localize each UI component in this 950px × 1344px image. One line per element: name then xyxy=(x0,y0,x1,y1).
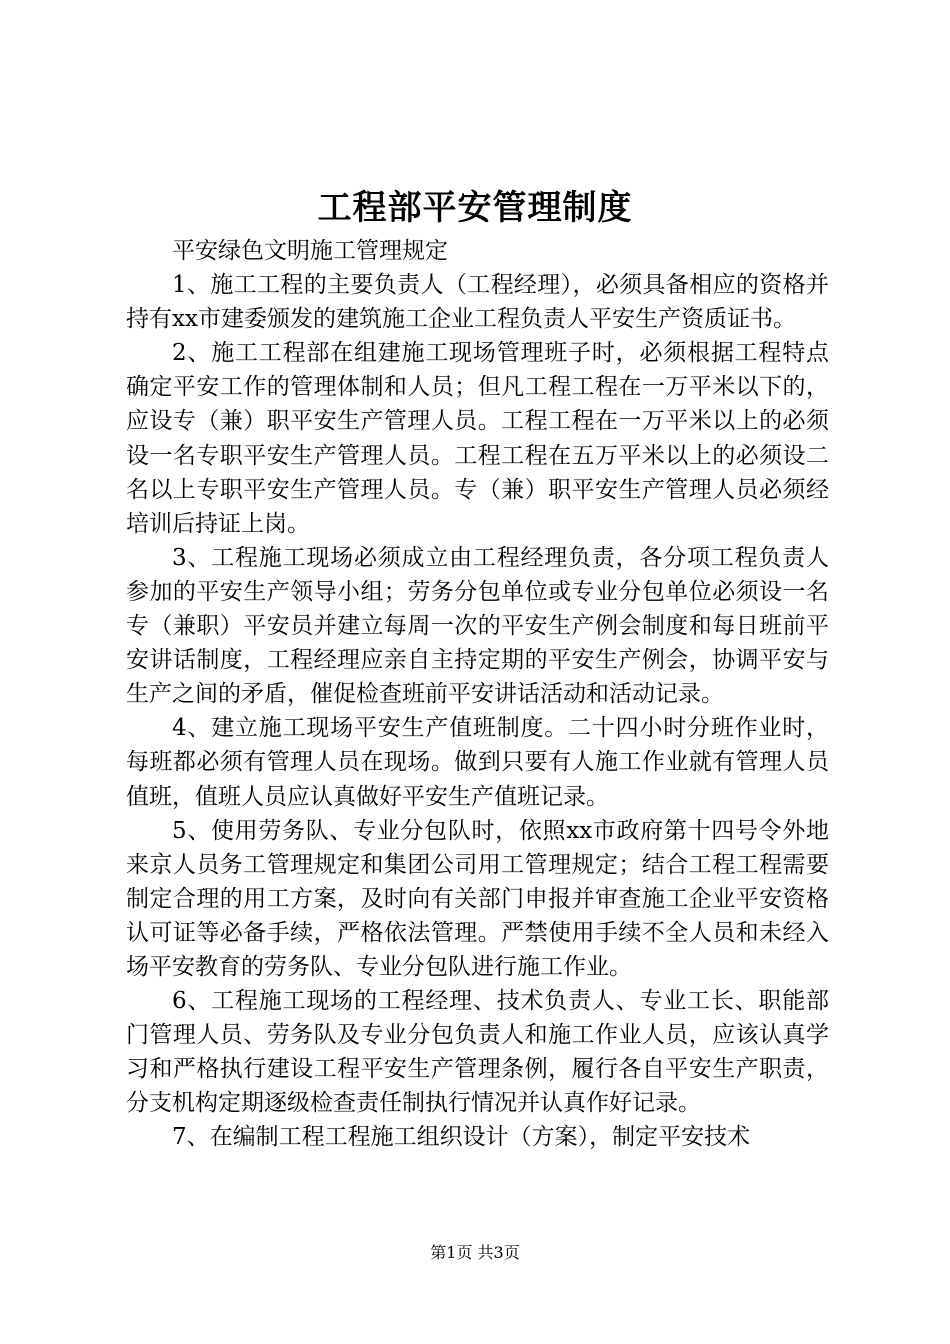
paragraph-7: 7、在编制工程工程施工组织设计（方案），制定平安技术 xyxy=(172,1124,751,1151)
paragraph-6: 6、工程施工现场的工程经理、技术负责人、专业工长、职能部门管理人员、劳务队及专业分包负责人和施工作业人员，应该认真学习和严格执行建设工程平安生产管理条例，履行各自平安生产职责，分支机构定期逐级检查责任制执行情况并认真作好记录。 xyxy=(126,988,829,1117)
document-title: 工程部平安管理制度 xyxy=(317,188,633,228)
paragraph-1: 1、施工工程的主要负责人（工程经理），必须具备相应的资格并持有xx市建委颁发的建筑施工企业工程负责人平安生产资质证书。 xyxy=(126,272,829,333)
section-heading: 平安绿色文明施工管理规定 xyxy=(172,238,448,264)
paragraph-2: 2、施工工程部在组建施工现场管理班子时，必须根据工程特点确定平安工作的管理体制和人员；但凡工程工程在一万平米以下的，应设专（兼）职平安生产管理人员。工程工程在一万平米以上的必须设一名专职平安生产管理人员。工程工程在五万平米以上的必须设二名以上专职平安生产管理人员。专（兼）职平安生产管理人员必须经培训后持证上岗。 xyxy=(126,340,829,537)
paragraph-5: 5、使用劳务队、专业分包队时，依照xx市政府第十四号令外地来京人员务工管理规定和集团公司用工管理规定；结合工程工程需要制定合理的用工方案，及时向有关部门申报并审查施工企业平安资格认可证等必备手续，严格依法管理。严禁使用手续不全人员和未经入场平安教育的劳务队、专业分包队进行施工作业。 xyxy=(126,817,829,980)
page-footer: 第1页 共3页 xyxy=(430,1243,520,1262)
document-body xyxy=(126,234,829,1155)
paragraph-3: 3、工程施工现场必须成立由工程经理负责，各分项工程负责人参加的平安生产领导小组；劳务分包单位或专业分包单位必须设一名专（兼职）平安员并建立每周一次的平安生产例会制度和每日班前平安讲话制度，工程经理应亲自主持定期的平安生产例会，协调平安与生产之间的矛盾，催促检查班前平安讲话活动和活动记录。 xyxy=(126,544,829,708)
paragraph-4: 4、建立施工现场平安生产值班制度。二十四小时分班作业时，每班都必须有管理人员在现场。做到只要有人施工作业就有管理人员值班，值班人员应认真做好平安生产值班记录。 xyxy=(126,715,829,810)
